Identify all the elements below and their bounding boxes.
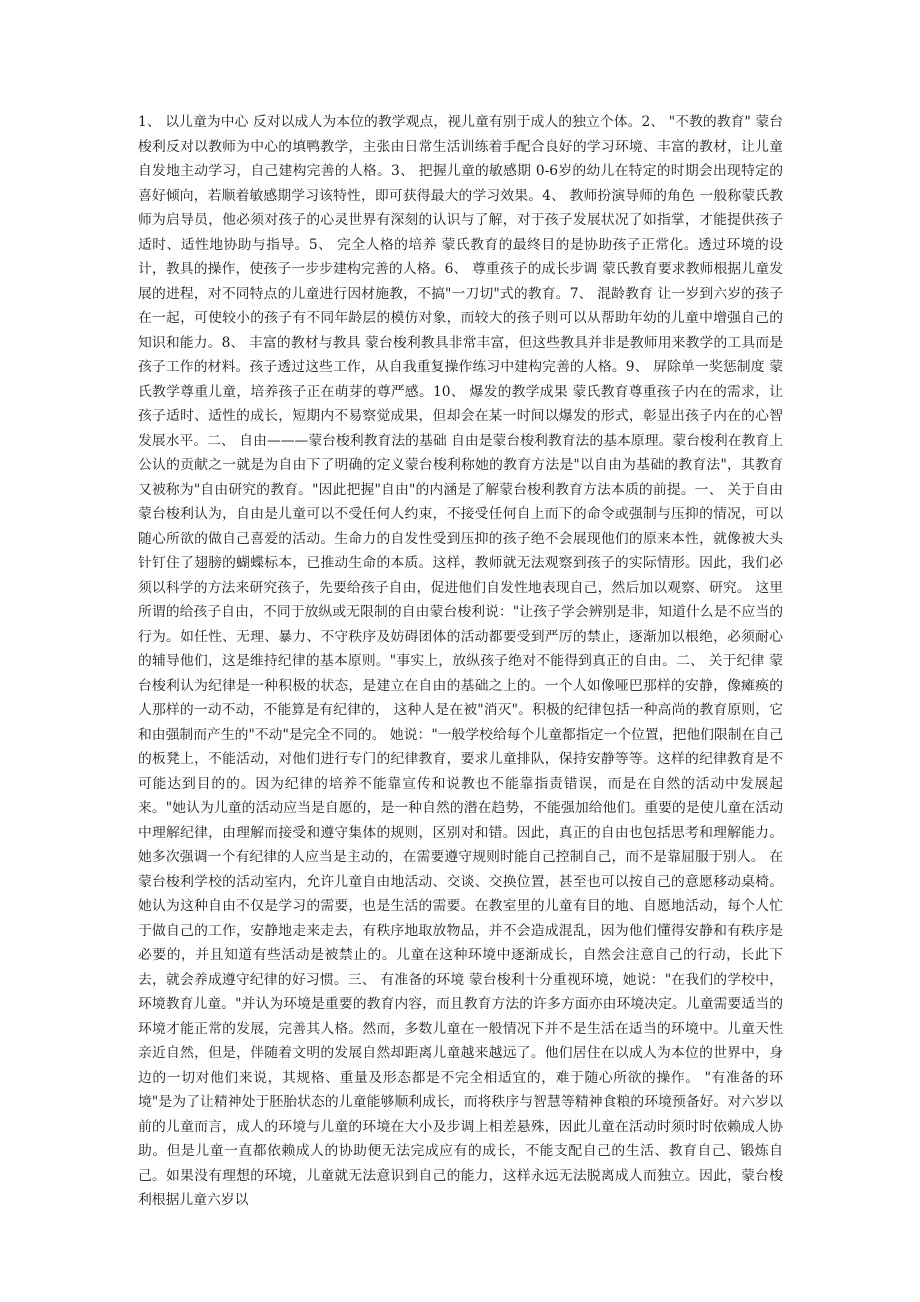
body-paragraph: 1、 以儿童为中心 反对以成人为本位的教学观点，视儿童有别于成人的独立个体。2、 "不教的教育" 蒙台梭利反对以教师为中心的填鸭教学，主张由日常生活训练着手配合良好的学习环境、丰富的教材，让儿童自发地主动学习，自己建构完善的人格。3、 把握儿童的敏感期 0-6岁的幼儿在特定的时期会出现特定的喜好倾向，若顺着敏感期学习该特性，即可获得最大的学习效果。4、 教师扮演导师的角色 一般称蒙氏教师为启导员，他必须对孩子的心灵世界有深刻的认识与了解，对于孩子发展状况了如指掌，才能提供孩子适时、适性地协助与指导。5、 完全人格的培养 蒙氏教育的最终目的是协助孩子正常化。透过环境的设计，教具的操作，使孩子一步步建构完善的人格。6、 尊重孩子的成长步调 蒙氏教育要求教师根据儿童发展的进程，对不同特点的儿童进行因材施教，不搞"一刀切"式的教育。7、 混龄教育 让一岁到六岁的孩子在一起，可使较小的孩子有不同年龄层的模仿对象，而较大的孩子则可以从帮助年幼的儿童中增强自己的知识和能力。8、 丰富的教材与教具 蒙台梭利教具非常丰富，但这些教具并非是教师用来教学的工具而是孩子工作的材料。孩子透过这些工作，从自我重复操作练习中建构完善的人格。9、 屏除单一奖惩制度 蒙氏教学尊重儿童，培养孩子正在萌芽的尊严感。10、 爆发的教学成果 蒙氏教育尊重孩子内在的需求，让孩子适时、适性的成长，短期内不易察觉成果，但却会在某一时间以爆发的形式，彰显出孩子内在的心智发展水平。二、 自由———蒙台梭利教育法的基础 自由是蒙台梭利教育法的基本原理。蒙台梭利在教育上公认的贡献之一就是为自由下了明确的定义蒙台梭利称她的教育方法是"以自由为基础的教育法"，其教育又被称为"自由研究的教育。"因此把握"自由"的内涵是了解蒙台梭利教育方法本质的前提。一、 关于自由 蒙台梭利认为，自由是儿童可以不受任何人约束，不接受任何自上而下的命令或强制与压抑的情况，可以随心所欲的做自己喜爱的活动。生命力的自发性受到压抑的孩子绝不会展现他们的原来本性，就像被大头针钉住了翅膀的蝴蝶标本，已推动生命的本质。这样，教师就无法观察到孩子的实际情形。因此，我们必须以科学的方法来研究孩子，先要给孩子自由，促进他们自发性地表现自己，然后加以观察、研究。 这里所谓的给孩子自由，不同于放纵或无限制的自由蒙台梭利说："让孩子学会辨别是非，知道什么是不应当的行为。如任性、无理、暴力、不守秩序及妨碍团体的活动都要受到严厉的禁止，逐渐加以根绝，必须耐心的辅导他们，这是维持纪律的基本原则。"事实上，放纵孩子绝对不能得到真正的自由。二、 关于纪律 蒙台梭利认为纪律是一种积极的状态，是建立在自由的基础之上的。一个人如像哑巴那样的安静，像瘫痪的人那样的一动不动，不能算是有纪律的， 这种人是在被"消灭"。积极的纪律包括一种高尚的教育原则，它和由强制而产生的"不动"是完全不同的。 她说："一般学校给每个儿童都指定一个位置，把他们限制在自己的板凳上，不能活动，对他们进行专门的纪律教育，要求儿童排队，保持安静等等。这样的纪律教育是不可能达到目的的。因为纪律的培养不能靠宣传和说教也不能靠指责错误，而是在自然的活动中发展起来。"她认为儿童的活动应当是自愿的，是一种自然的潜在趋势，不能强加给他们。重要的是使儿童在活动中理解纪律，由理解而接受和遵守集体的规则，区别对和错。因此，真正的自由也包括思考和理解能力。她多次强调一个有纪律的人应当是主动的，在需要遵守规则时能自己控制自己，而不是靠屈服于别人。 在蒙台梭利学校的活动室内，允许儿童自由地活动、交谈、交换位置，甚至也可以按自己的意愿移动桌椅。她认为这种自由不仅是学习的需要，也是生活的需要。在教室里的儿童有目的地、自愿地活动，每个人忙于做自己的工作，安静地走来走去，有秩序地取放物品，并不会造成混乱，因为他们懂得安静和有秩序是必要的，并且知道有些活动是被禁止的。儿童在这种环境中逐渐成长，自然会注意自己的行动，长此下去，就会养成遵守纪律的好习惯。三、 有准备的环境 蒙台梭利十分重视环境，她说："在我们的学校中，环境教育儿童。"并认为环境是重要的教育内容，而且教育方法的许多方面亦由环境决定。儿童需要适当的环境才能正常的发展，完善其人格。然而，多数儿童在一般情况下并不是生活在适当的环境中。儿童天性亲近自然，但是，伴随着文明的发展自然却距离儿童越来越远了。他们居住在以成人为本位的世界中，身边的一切对他们来说，其规格、重量及形态都是不完全相适宜的，难于随心所欲的操作。 "有准备的环境"是为了让精神处于胚胎状态的儿童能够顺利成长，而将秩序与智慧等精神食粮的环境预备好。对六岁以前的儿童而言，成人的环境与儿童的环境在大小及步调上相差悬殊，因此儿童在活动时须时时依赖成人协助。但是儿童一直都依赖成人的协助便无法完成应有的成长，不能支配自己的生活、教育自己、锻炼自己。如果没有理想的环境，儿童就无法意识到自己的能力，这样永远无法脱离成人而独立。因此，蒙台梭利根据儿童六岁以 — [138, 114, 783, 1208]
